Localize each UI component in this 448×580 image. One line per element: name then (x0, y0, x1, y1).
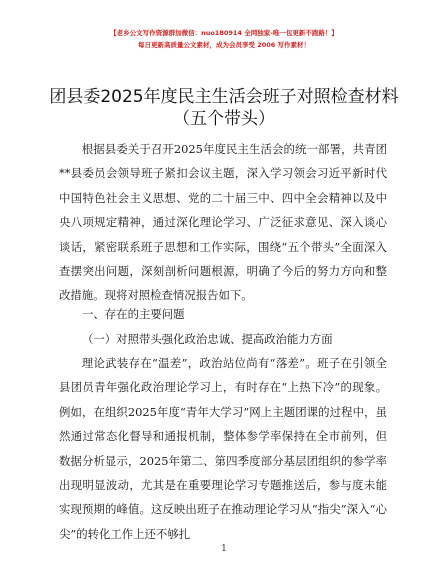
page-number: 1 (221, 544, 227, 554)
section-heading: 一、存在的主要问题 (82, 307, 185, 321)
promo-banner-line2: 每日更新高质量公文素材，成为会员享受 2006 写作素材！ (137, 41, 311, 49)
intro-paragraph: 根据县委关于召开2025年度民主生活会的统一部署，共青团**县委员会领导班子紧扣会议主题，深入学习领会习近平新时代中国特色社会主义思想、党的二十届三中、四中全会精神以及中央八项规定精神，通过深化理论学习、广泛征求意见、深入谈心谈话，紧密联系班子思想和工作实际，围绕“五个带头”全面深入查摆突出问题，深刻剖析问题根源，明确了今后的努力方向和整改措施。现将对照检查情况报告如下。 (59, 142, 387, 303)
body-paragraph: 理论武装存在“温差”，政治站位尚有“落差”。班子在引领全县团员青年强化政治理论学习上，有时存在“上热下冷”的现象。例如，在组织2025年度“青年大学习”网上主题团课的过程中，虽然通过常态化督导和通报机制，整体参学率保持在全市前列，但数据分析显示，2025年第二、第四季度部分基层团组织的参学率出现明显波动，尤其是在重要理论学习专题推送后，参与度未能实现预期的峰值。这反映出班子在推动理论学习从“指尖”深入“心尖”的转化工作上还不够扎 (59, 356, 387, 541)
document-subtitle: （五个带头） (173, 109, 275, 129)
promo-banner-line1: 【老乡公文写作资源群加微信：nuo180914 全网独家-唯一包更新不跑路！】 (110, 29, 338, 37)
subsection-heading: （一）对照带头强化政治忠诚、提高政治能力方面 (82, 332, 333, 346)
document-title: 团县委2025年度民主生活会班子对照检查材料 (49, 87, 399, 107)
